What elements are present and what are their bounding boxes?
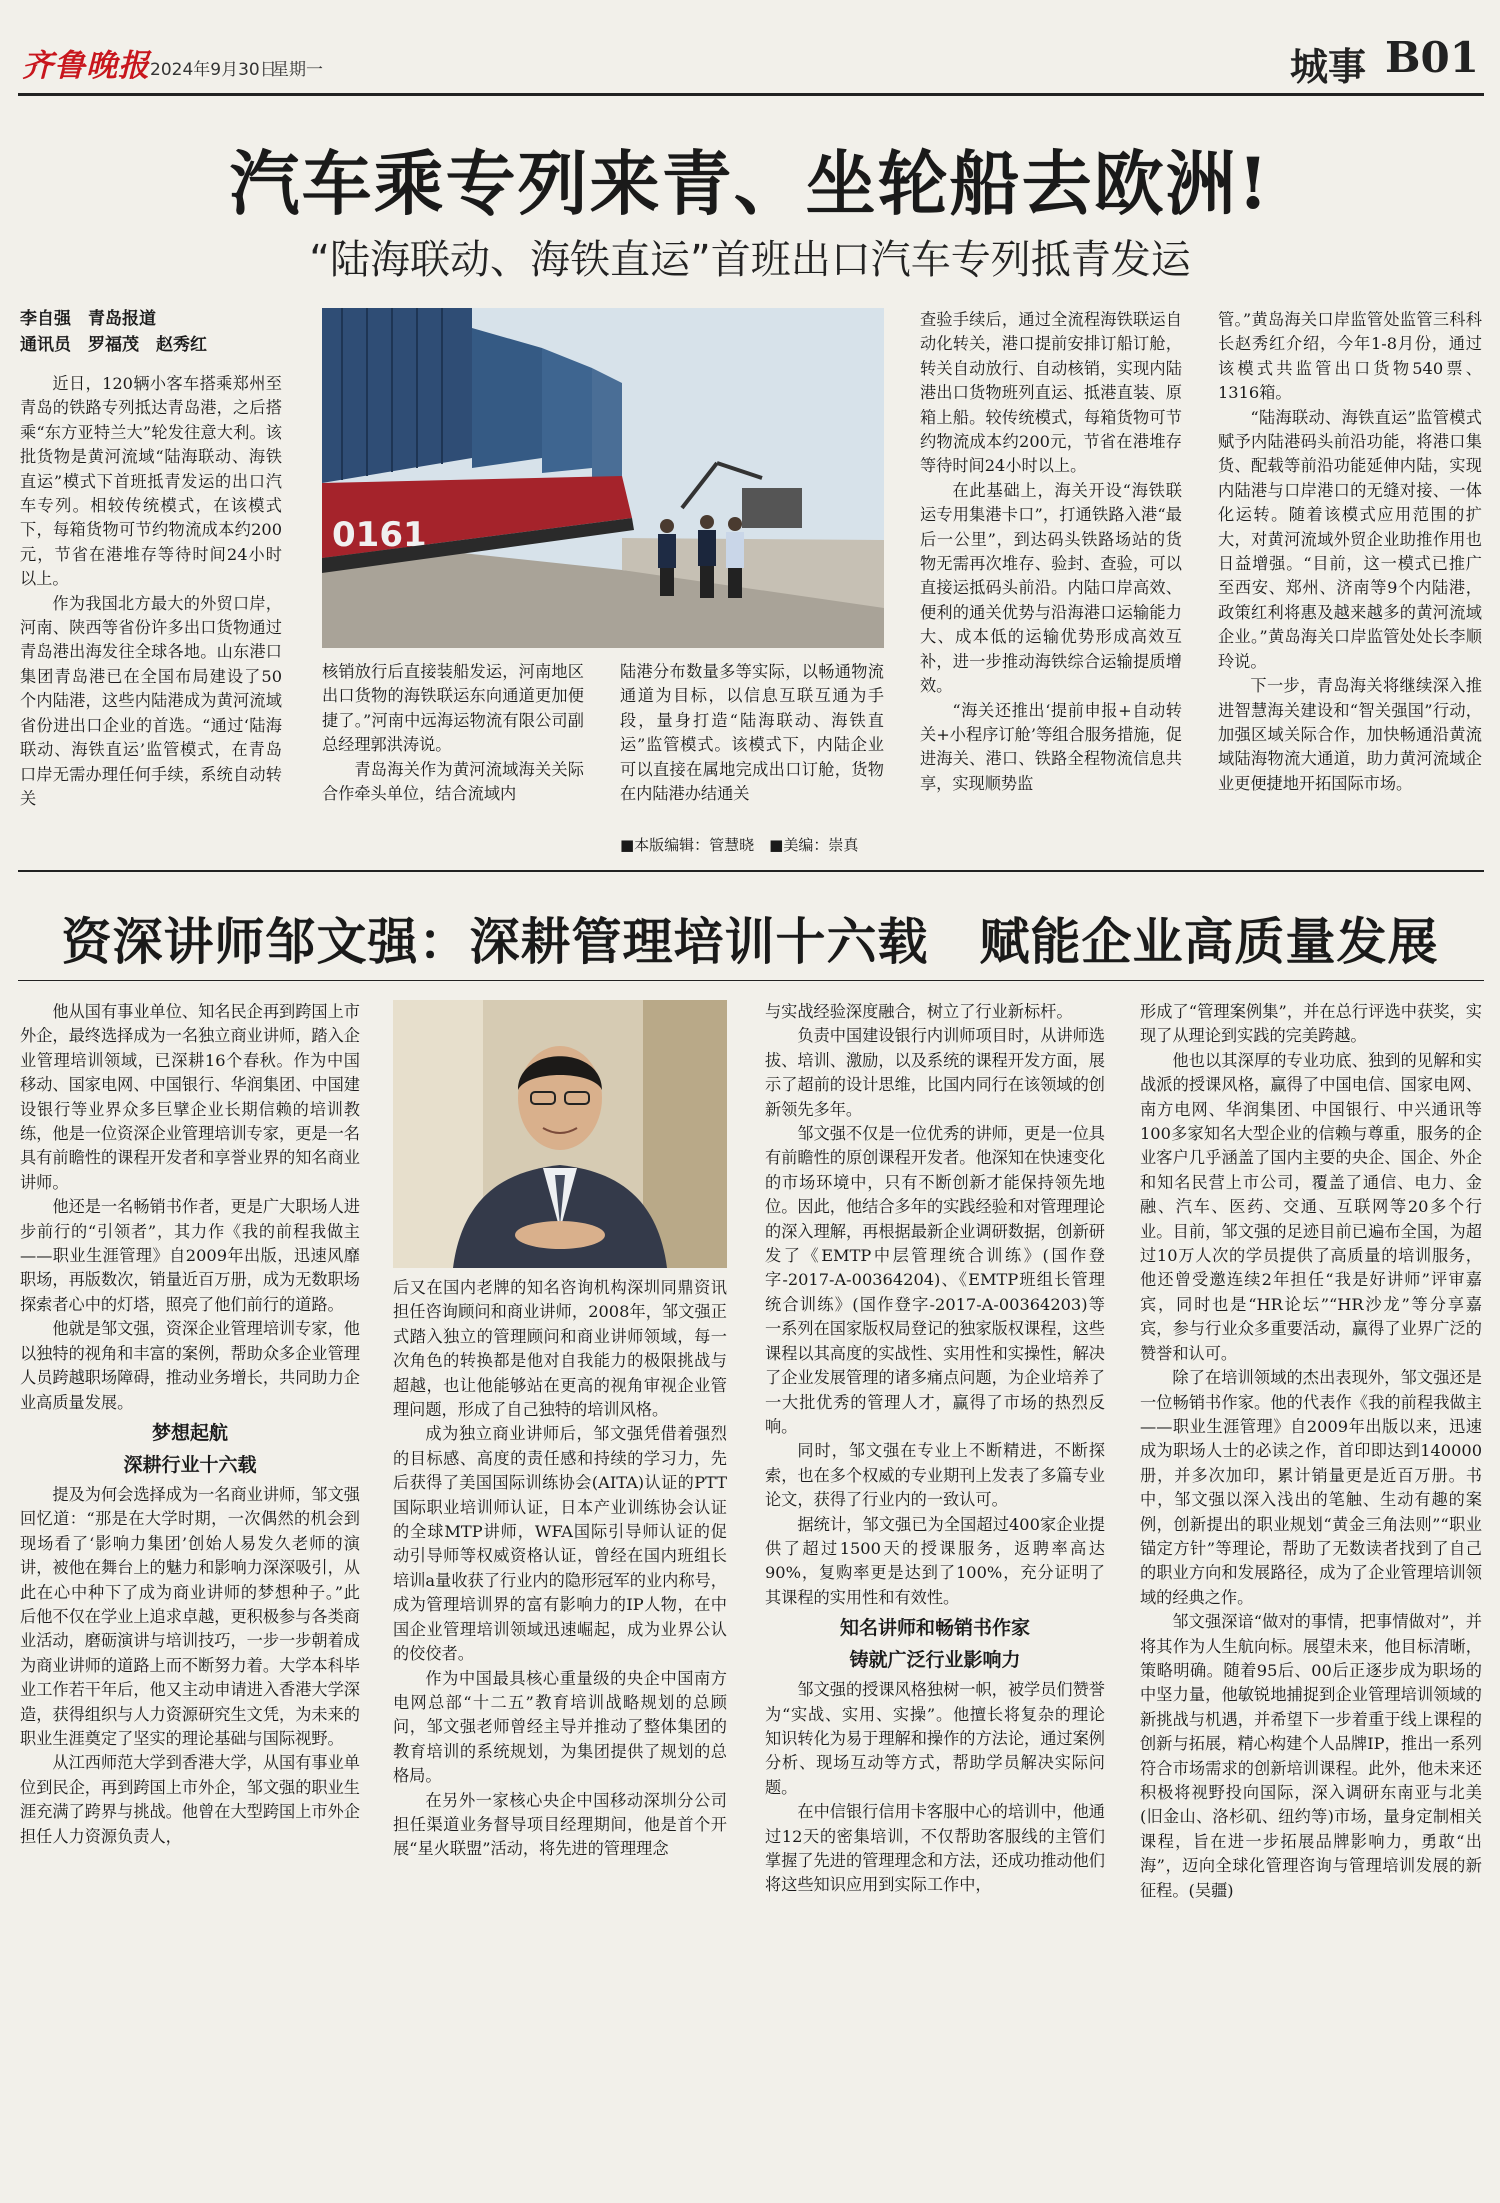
paragraph: 作为中国最具核心重量级的央企中国南方电网总部“十二五”教育培训战略规划的总顾问，邹文强老师曾经主导并推动了整体集团的教育培训的系统规划，为集团提供了规划的总格局。: [393, 1668, 727, 1786]
issue-weekday: 星期一: [272, 60, 323, 80]
subheading-3a: 知名讲师和畅销书作家: [839, 1617, 1030, 1640]
article2-col3: [765, 1000, 1105, 1895]
page-number: B01: [1385, 33, 1479, 82]
portrait-photo: [393, 1000, 727, 1268]
newspaper-logo: 齐鲁晚报: [22, 48, 150, 84]
paragraph: “陆海联动、海铁直运”监管模式赋予内陆港码头前沿功能，将港口集货、配载等前沿功能延伸内陆，实现内陆港与口岸港口的无缝对接、一体化运转。随着该模式应用范围的扩大，对黄河流域外贸企业助推作用也日益增强。“目前，这一模式已推广至西安、郑州、济南等9个内陆港，政策红利将惠及越来越多的黄河流域企业。”黄岛海关口岸监管处处长李顺玲说。: [1218, 407, 1482, 671]
paragraph: 管。”黄岛海关口岸监管处监管三科科长赵秀红介绍，今年1-8月份，通过该模式共监管出口货物540票、1316箱。: [1218, 310, 1482, 403]
paragraph: 他从国有事业单位、知名民企再到跨国上市外企，最终选择成为一名独立商业讲师，踏入企业管理培训领域，已深耕16个春秋。作为中国移动、国家电网、中国银行、华润集团、中国建设银行等业界众多巨擘企业长期信赖的培训教练，他是一位资深企业管理培训专家，更是一名具有前瞻性的课程开发者和享誉业界的知名商业讲师。: [20, 1002, 360, 1192]
byline-correspondents: 通讯员 罗福茂 赵秀红: [20, 335, 207, 355]
paragraph: 负责中国建设银行内训师项目时，从讲师选拔、培训、激励，以及系统的课程开发方面，展示了超前的设计思维，比国内同行在该领域的创新领先多年。: [765, 1026, 1105, 1119]
paragraph: 他还是一名畅销书作者，更是广大职场人进步前行的“引领者”，其力作《我的前程我做主——职业生涯管理》自2009年出版，迅速风靡职场，再版数次，销量近百万册，成为无数职场探索者心中的灯塔，照亮了他们前行的道路。: [20, 1197, 360, 1314]
paragraph: 邹文强不仅是一位优秀的讲师，更是一位具有前瞻性的原创课程开发者。他深知在快速变化的市场环境中，只有不断创新才能保持领先地位。因此，他结合多年的实践经验和对管理理论的深入理解，再根据最新企业调研数据，创新研发了《EMTP中层管理统合训练》(国作登字-2017-A-00364204)、《EMTP班组长管理统合训练》(国作登字-2017-A-00364203)等一系列在国家版权局登记的独家版权课程，这些课程以其高度的实战性、实用性和实操性，解决了企业发展管理的诸多痛点问题，为企业培养了一大批优秀的管理人才，赢得了市场的热烈反响。: [765, 1124, 1105, 1436]
subheading-1a: 梦想起航: [151, 1421, 228, 1444]
article2-title: 资深讲师邹文强：深耕管理培训十六载 赋能企业高质量发展: [61, 912, 1439, 971]
paragraph: 在此基础上，海关开设“海铁联运专用集港卡口”，打通铁路入港“最后一公里”，到达码头铁路场站的货物无需再次堆存、验封、查验，可以直接运抵码头前沿。内陆口岸高效、便利的通关优势与沿海港口运输能力大、成本低的运输优势形成高效互补，进一步推动海铁综合运输提质增效。: [920, 480, 1182, 696]
article1-col1: [20, 372, 282, 808]
paragraph: 下一步，青岛海关将继续深入推进智慧海关建设和“智关强国”行动，加强区域关际合作，加快畅通沿黄流域陆海物流大通道，助力黄河流域企业更便捷地开拓国际市场。: [1218, 676, 1482, 793]
article2-col1: [20, 1000, 360, 1895]
article1-col3: [620, 660, 884, 804]
paragraph: 他就是邹文强，资深企业管理培训专家，他以独特的视角和丰富的案例，帮助众多企业管理人员跨越职场障碍，推动业务增长，共同助力企业高质量发展。: [20, 1319, 360, 1412]
section-name: 城事: [1290, 44, 1367, 89]
paragraph: 邹文强的授课风格独树一帜，被学员们赞誉为“实战、实用、实操”。他擅长将复杂的理论知识转化为易于理解和操作的方法论，通过案例分析、现场互动等方式，帮助学员解决实际问题。: [765, 1680, 1105, 1797]
article1-col5: [1218, 308, 1482, 798]
header-rule: [18, 93, 1484, 96]
editors-credit: ■本版编辑：管慧晓 ■美编：崇真: [620, 836, 859, 854]
paragraph: 后又在国内老牌的知名咨询机构深圳同鼎资讯担任咨询顾问和商业讲师，2008年，邹文强正式踏入独立的管理顾问和商业讲师领域，每一次角色的转换都是他对自我能力的极限挑战与超越，也让他能够站在更高的视角审视企业管理问题，形成了自己独特的培训风格。: [393, 1278, 727, 1420]
paragraph: 形成了“管理案例集”，并在总行评选中获奖，实现了从理论到实践的完美跨越。: [1140, 1002, 1482, 1046]
paragraph: 查验手续后，通过全流程海铁联运自动化转关，港口提前安排订船订舱，转关自动放行、自动核销，实现内陆港出口货物班列直运、抵港直装、原箱上船。较传统模式，每箱货物可节约物流成本约200元，节省在港堆存等待时间24小时以上。: [920, 310, 1182, 476]
train-photo-illustration: [322, 308, 884, 648]
paragraph: 他也以其深厚的专业功底、独到的见解和实战派的授课风格，赢得了中国电信、国家电网、南方电网、华润集团、中国银行、中兴通讯等100多家知名大型企业的信赖与尊重，服务的企业客户几乎涵盖了国内主要的央企、国企、外企和知名民营上市公司，覆盖了通信、电力、金融、汽车、医药、交通、互联网等20多个行业。目前，邹文强的足迹目前已遍布全国，为超过10万人次的学员提供了高质量的培训服务，他还曾受邀连续2年担任“我是好讲师”评审嘉宾，同时也是“HR论坛”“HR沙龙”等分享嘉宾，参与行业众多重要活动，赢得了业界广泛的赞誉和认可。: [1140, 1050, 1482, 1363]
subheading-3b: 铸就广泛行业影响力: [849, 1649, 1021, 1672]
paragraph: 陆港分布数量多等实际，以畅通物流通道为目标，以信息互联互通为手段，量身打造“陆海联动、海铁直运”监管模式。该模式下，内陆企业可以直接在属地完成出口订舱，货物在内陆港办结通关: [620, 662, 884, 804]
paragraph: 同时，邹文强在专业上不断精进，不断探索，也在多个权威的专业期刊上发表了多篇专业论文，获得了行业内的一致认可。: [765, 1441, 1105, 1510]
paragraph: “海关还推出‘提前申报+自动转关+小程序订舱’等组合服务措施，促进海关、港口、铁路全程物流信息共享，实现顺势监: [920, 700, 1182, 793]
issue-date: 2024年9月30日: [150, 60, 277, 80]
title-underline: [18, 980, 1484, 981]
paragraph: 除了在培训领域的杰出表现外，邹文强还是一位畅销书作家。他的代表作《我的前程我做主——职业生涯管理》自2009年出版以来，迅速成为职场人士的必读之作，首印即达到140000册，并多次加印，累计销量更是近百万册。书中，邹文强以深入浅出的笔触、生动有趣的案例，创新提出的职业规划“黄金三角法则”“职业锚定方针”等理论，帮助了无数读者找到了自己的职业方向和发展路径，成为了企业管理培训领域的经典之作。: [1140, 1368, 1482, 1607]
paragraph: 成为独立商业讲师后，邹文强凭借着强烈的目标感、高度的责任感和持续的学习力，先后获得了美国国际训练协会(AITA)认证的PTT国际职业培训师认证，日本产业训练协会认证的全球MTP讲师，WFA国际引导师认证的促动引导师等权威资格认证，曾经在国内班组长培训a量收获了行业内的隐形冠军的业内称号，成为管理培训界的富有影响力的IP人物，在中国企业管理培训领域迅速崛起，成为业界公认的佼佼者。: [393, 1424, 727, 1664]
paragraph: 在另外一家核心央企中国移动深圳分公司担任渠道业务督导项目经理期间，他是首个开展“星火联盟”活动，将先进的管理理念: [393, 1790, 727, 1859]
portrait-photo-illustration: [393, 1000, 727, 1268]
paragraph: 与实战经验深度融合，树立了行业新标杆。: [765, 1002, 1073, 1021]
article1-col2: [322, 660, 584, 804]
paragraph: 核销放行后直接装船发运，河南地区出口货物的海铁联运东向通道更加便捷了。”河南中远海运物流有限公司副总经理郭洪涛说。: [322, 662, 584, 755]
byline-reporter: 李自强 青岛报道: [20, 309, 156, 329]
paragraph: 提及为何会选择成为一名商业讲师，邹文强回忆道：“那是在大学时期，一次偶然的机会到现场看了‘影响力集团’创始人易发久老师的演讲，被他在舞台上的魅力和影响力深深吸引，从此在心中种下了成为商业讲师的梦想种子。”此后他不仅在学业上追求卓越，更积极参与各类商业活动，磨砺演讲与培训技巧，一步一步朝着成为商业讲师的道路上而不断努力着。大学本科毕业工作若干年后，他又主动申请进入香港大学深造，获得组织与人力资源研究生文凭，为未来的职业生涯奠定了坚实的理论基础与国际视野。: [20, 1484, 360, 1748]
section-divider: [18, 870, 1484, 872]
paragraph: 青岛海关作为黄河流域海关关际合作牵头单位，结合流域内: [322, 759, 584, 804]
article1-subtitle: “陆海联动、海铁直运”首班出口汽车专列抵青发运: [309, 237, 1191, 283]
subheading-1b: 深耕行业十六载: [123, 1453, 257, 1476]
train-photo: [322, 308, 884, 648]
paragraph: 从江西师范大学到香港大学，从国有事业单位到民企，再到跨国上市外企，邹文强的职业生涯充满了跨界与挑战。他曾在大型跨国上市外企担任人力资源负责人，: [20, 1753, 360, 1846]
article2-col4: [1140, 1000, 1482, 1900]
svg-text:0161: 0161: [332, 515, 427, 555]
paragraph: 作为我国北方最大的外贸口岸，河南、陕西等省份许多出口货物通过青岛港出海发往全球各地。山东港口集团青岛港已在全国布局建设了50个内陆港，这些内陆港成为黄河流域省份进出口企业的首选。“通过‘陆海联动、海铁直运’监管模式，在青岛口岸无需办理任何手续，系统自动转关: [20, 593, 282, 808]
article1-title: 汽车乘专列来青、坐轮船去欧洲!: [229, 142, 1271, 225]
article2-col2: [393, 1276, 727, 1896]
paragraph: 据统计，邹文强已为全国超过400家企业提供了超过1500天的授课服务，返聘率高达90%，复购率更是达到了100%，充分证明了其课程的实用性和有效性。: [765, 1514, 1105, 1607]
article1-col4: [920, 308, 1182, 798]
paragraph: 近日，120辆小客车搭乘郑州至青岛的铁路专列抵达青岛港，之后搭乘“东方亚特兰大”轮发往意大利。该批货物是黄河流域“陆海联动、海铁直运”模式下首班抵青发运的出口汽车专列。相较传统模式，在该模式下，每箱货物可节约物流成本约200元，节省在港堆存等待时间24小时以上。: [20, 374, 282, 589]
paragraph: 邹文强深谙“做对的事情，把事情做对”，并将其作为人生航向标。展望未来，他目标清晰，策略明确。随着95后、00后正逐步成为职场的中坚力量，他敏锐地捕捉到企业管理培训领域的新挑战与机遇，并希望下一步着重于线上课程的创新与拓展，精心构建个人品牌IP，推出一系列符合市场需求的创新培训课程。此外，他未来还积极将视野投向国际，深入调研东南亚与北美(旧金山、洛杉矶、纽约等)市场，量身定制相关课程，旨在进一步拓展品牌影响力，勇敢“出海”，迈向全球化管理咨询与管理培训发展的新征程。(吴疆): [1140, 1612, 1482, 1900]
paragraph: 在中信银行信用卡客服中心的培训中，他通过12天的密集培训，不仅帮助客服线的主管们掌握了先进的管理理念和方法，还成功推动他们将这些知识应用到实际工作中，: [765, 1802, 1105, 1895]
